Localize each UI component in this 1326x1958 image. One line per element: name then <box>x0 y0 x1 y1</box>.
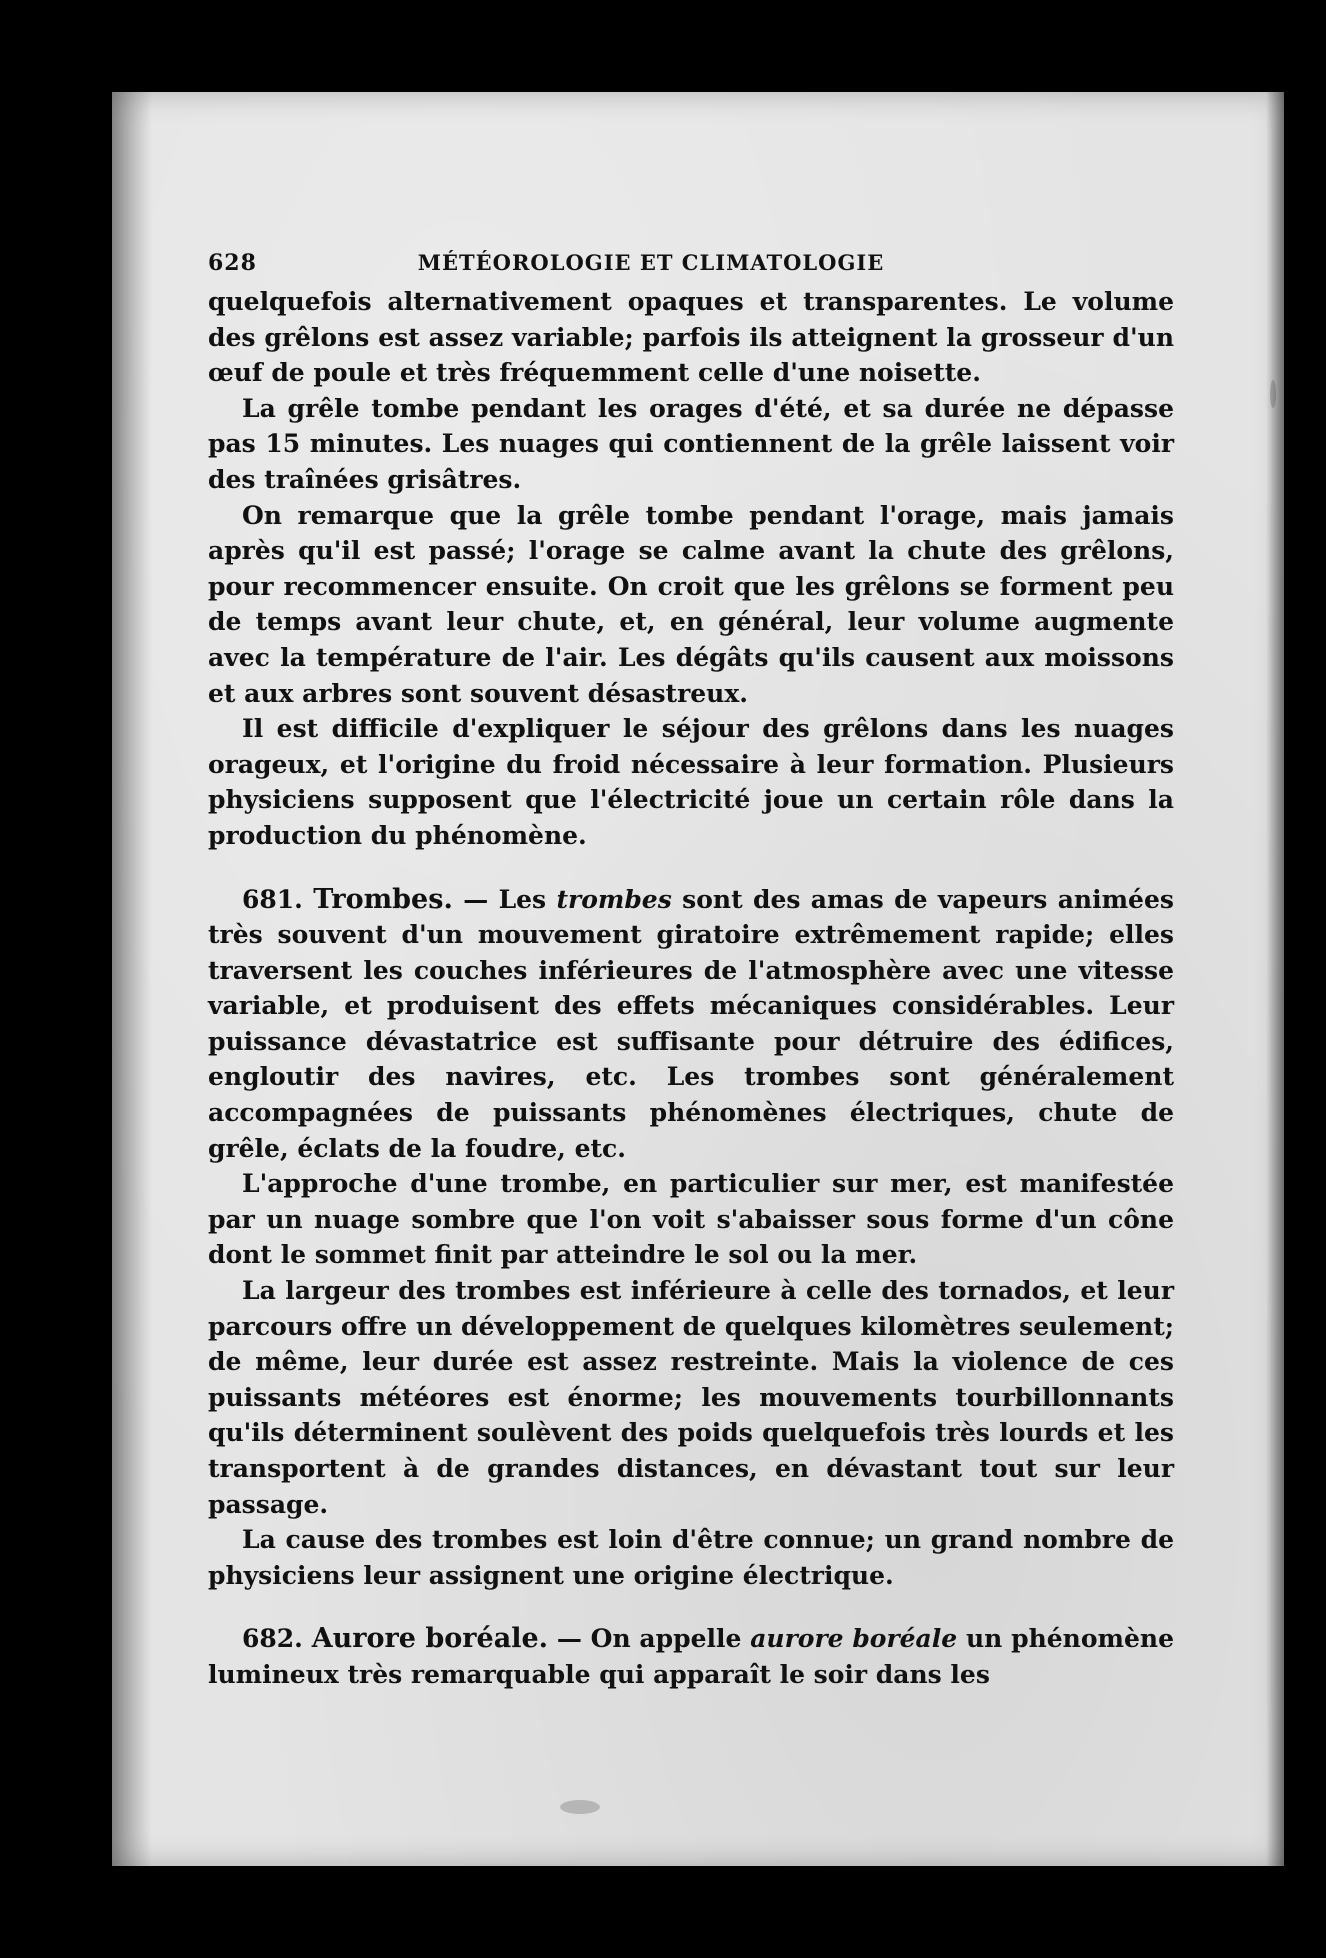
section-682-intro <box>208 1621 1174 1692</box>
page-text <box>208 246 1174 1693</box>
intro-text-after: sont des amas de vapeurs animées très souvent d'un mouvement giratoire extrêmement rapide; elles traversent les couches inférieures de l'atmosphère avec une vitesse variable, et produisent des effets mécaniques considérables. Leur puissance dévastatrice est suffisante pour détruire des édifices, engloutir des navires, etc. Les trombes sont généralement accompagnées de puissants phénomènes électriques, chute de grêle, éclats de la foudre, etc. <box>208 884 1174 1163</box>
intro-text-before: Les <box>498 884 547 914</box>
section-number: 682. <box>242 1624 303 1654</box>
section-title: Aurore boréale. <box>311 1623 549 1655</box>
section-681-intro <box>208 882 1174 1167</box>
chapter-title: MÉTÉOROLOGIE ET CLIMATOLOGIE <box>417 250 885 275</box>
paragraph: La cause des trombes est loin d'être connue; un grand nombre de physiciens leur assignent une origine électrique. <box>208 1525 1174 1590</box>
section-dash: — <box>463 884 489 914</box>
paragraph: Il est difficile d'expliquer le séjour des grêlons dans les nuages orageux, et l'origine du froid nécessaire à leur formation. Plusieurs physiciens supposent que l'électricité joue un certain rôle dans la production du phénomène. <box>208 714 1174 850</box>
paragraph: La largeur des trombes est inférieure à celle des tornados, et leur parcours offre un développement de quelques kilomètres seulement; de même, leur durée est assez restreinte. Mais la violence de ces puissants météores est énorme; les mouvements tourbillonnants qu'ils déterminent soulèvent des poids quelquefois très lourds et les transportent à de grandes distances, en dévastant tout sur leur passage. <box>208 1276 1174 1519</box>
section-dash: — <box>556 1624 582 1654</box>
paragraph: L'approche d'une trombe, en particulier sur mer, est manifestée par un nuage sombre que l'on voit s'abaisser sous forme d'un cône dont le sommet finit par atteindre le sol ou la mer. <box>208 1169 1174 1270</box>
section-number: 681. <box>242 884 303 914</box>
paragraph: La grêle tombe pendant les orages d'été, et sa durée ne dépasse pas 15 minutes. Les nuages qui contiennent de la grêle laissent voir des traînées grisâtres. <box>208 393 1174 494</box>
paragraph: quelquefois alternativement opaques et transparentes. Le volume des grêlons est assez variable; parfois ils atteignent la grosseur d'un œuf de poule et très fréquemment celle d'une noisette. <box>208 287 1174 388</box>
section-title: Trombes. <box>313 883 453 915</box>
section-682 <box>208 1621 1174 1692</box>
running-head <box>208 246 1174 280</box>
section-681 <box>208 882 1174 1594</box>
intro-text-after: un phénomène lumineux très remarquable qui apparaît le soir dans les <box>208 1624 1174 1689</box>
scan-smudge <box>1270 380 1276 408</box>
page-shadow-left <box>112 92 152 1866</box>
defined-term: trombes <box>556 884 672 914</box>
intro-text-before: On appelle <box>590 1624 742 1654</box>
page-shadow-right <box>1266 92 1284 1866</box>
page-number: 628 <box>208 250 257 276</box>
paragraph: On remarque que la grêle tombe pendant l'orage, mais jamais après qu'il est passé; l'orage se calme avant la chute des grêlons, pour recommencer ensuite. On croit que les grêlons se forment peu de temps avant leur chute, et, en général, leur volume augmente avec la température de l'air. Les dégâts qu'ils causent aux moissons et aux arbres sont souvent désastreux. <box>208 500 1174 708</box>
scan-smudge <box>560 1800 600 1814</box>
defined-term: aurore boréale <box>750 1624 958 1654</box>
